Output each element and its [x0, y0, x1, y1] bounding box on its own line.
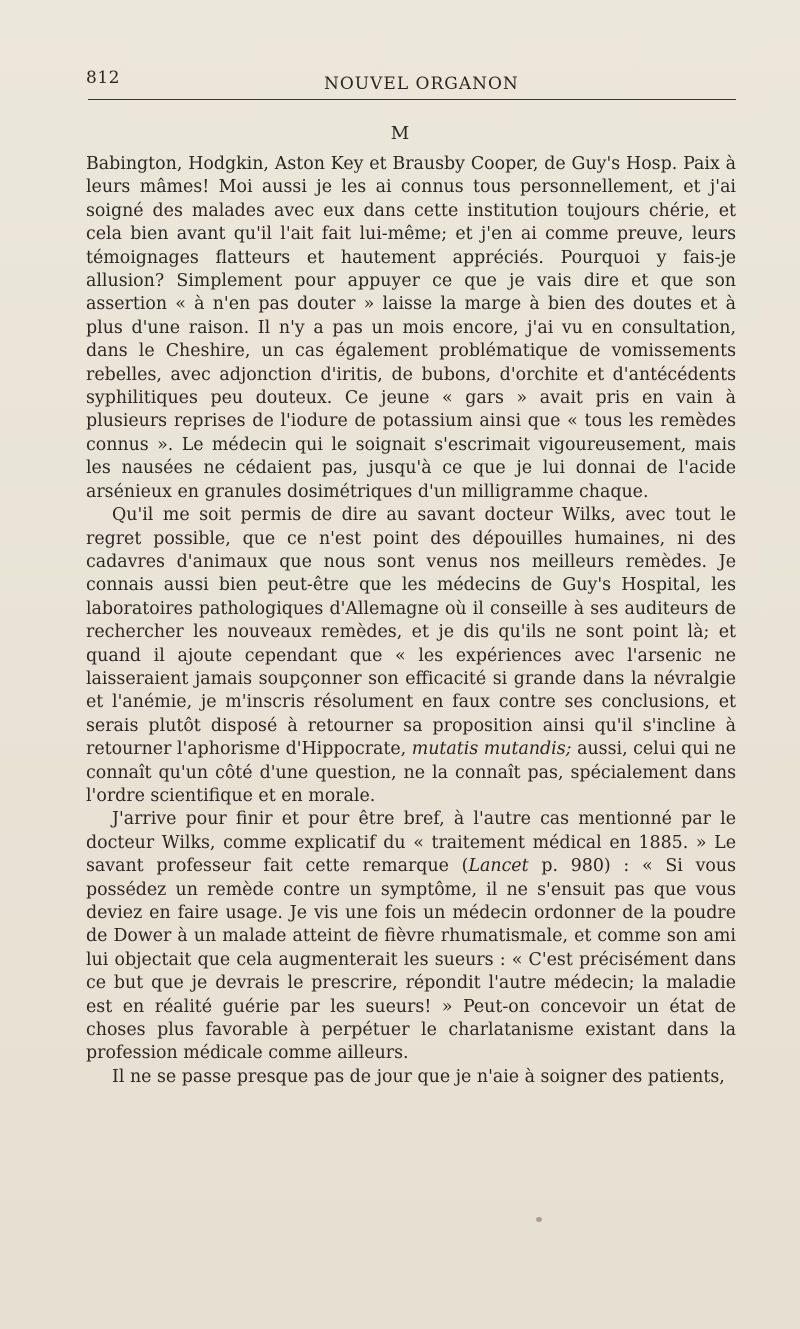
paragraph-2-italic: mutatis mutandis;: [411, 739, 572, 760]
running-head: [86, 68, 736, 98]
paragraph-1: [86, 153, 736, 504]
ink-speck: [536, 1217, 542, 1222]
paragraph-1-text: Babington, Hodgkin, Aston Key et Brausby Cooper, de Guy's Hosp. Paix à leurs mâmes! Moi aussi je les ai connus tous personnellement, et j'ai soigné des malades avec eux dans cette institution toujours chérie, et cela bien avant qu'il l'ait fait lui-même; et j'en ai comme preuve, leurs témoignages flatteurs et hautement appréciés. Pourquoi y fais-je allusion? Simplement pour appuyer ce que je vais dire et que son assertion « à n'en pas douter » laisse la marge à bien des doutes et à plus d'une raison. Il n'y a pas un mois encore, j'ai vu en consultation, dans le Cheshire, un cas également problématique de vomissements rebelles, avec adjonction d'iritis, de bubons, d'orchite et d'antécédents syphilitiques peu douteux. Ce jeune « gars » avait pris en vain à plusieurs reprises de l'iodure de potassium ainsi que « tous les remèdes connus ». Le médecin qui le soignait s'escrimait vigoureusement, mais les nausées ne cédaient pas, jusqu'à ce que je lui donnai de l'acide arsénieux en granules dosimétriques d'un milligramme chaque.: [86, 154, 736, 502]
header-rule: [88, 99, 736, 100]
paragraph-3-italic: Lancet: [468, 856, 529, 877]
paragraph-3: [86, 808, 736, 1065]
page-number: 812: [86, 68, 120, 88]
paragraph-4: [86, 1066, 736, 1089]
running-title: NOUVEL ORGANON: [324, 74, 519, 94]
section-letter: M: [390, 123, 410, 144]
paragraph-4-text: Il ne se passe presque pas de jour que je n'aie à soigner des patients,: [112, 1066, 725, 1087]
paragraph-2: [86, 504, 736, 808]
body-text: [86, 153, 736, 1089]
paragraph-3-text-a: J'arrive pour finir et pour être bref, à l'autre cas mentionné par le docteur Wilks, comme explicatif du « traitement médical en 1885. » Le savant professeur fait cette remarque (: [86, 809, 736, 877]
paragraph-3-text-b: p. 980) : « Si vous possédez un remède contre un symptôme, il ne s'ensuit pas que vous deviez en faire usage. Je vis une fois un médecin ordonner de la poudre de Dower à un malade atteint de fièvre rhumatismale, et comme son ami lui objectait que cela augmenterait les sueurs : « C'est précisément dans ce but que je devrais le prescrire, répondit l'autre médecin; la maladie est en réalité guérie par les sueurs! » Peut-on concevoir un état de choses plus favorable à perpétuer le charlatanisme existant dans la profession médicale comme ailleurs.: [86, 856, 736, 1064]
paragraph-2-text-a: Qu'il me soit permis de dire au savant docteur Wilks, avec tout le regret possible, que ce n'est point des dépouilles humaines, ni des cadavres d'animaux que nous sont venus nos meilleurs remèdes. Je connais aussi bien peut-être que les médecins de Guy's Hospital, les laboratoires pathologiques d'Allemagne où il conseille à ses auditeurs de rechercher les nouveaux remèdes, et je dis qu'ils ne sont point là; et quand il ajoute cependant que « les expériences avec l'arsenic ne laisseraient jamais soupçonner son efficacité si grande dans la névralgie et l'anémie, je m'inscris résolument en faux contre ses conclusions, et serais plutôt disposé à retourner sa proposition ainsi qu'il s'incline à retourner l'aphorisme d'Hippocrate,: [86, 505, 736, 760]
paragraph-2-text-b: aussi, celui qui ne connaît qu'un côté d'une question, ne la connaît pas, spécialement dans l'ordre scientifique et en morale.: [86, 739, 736, 806]
